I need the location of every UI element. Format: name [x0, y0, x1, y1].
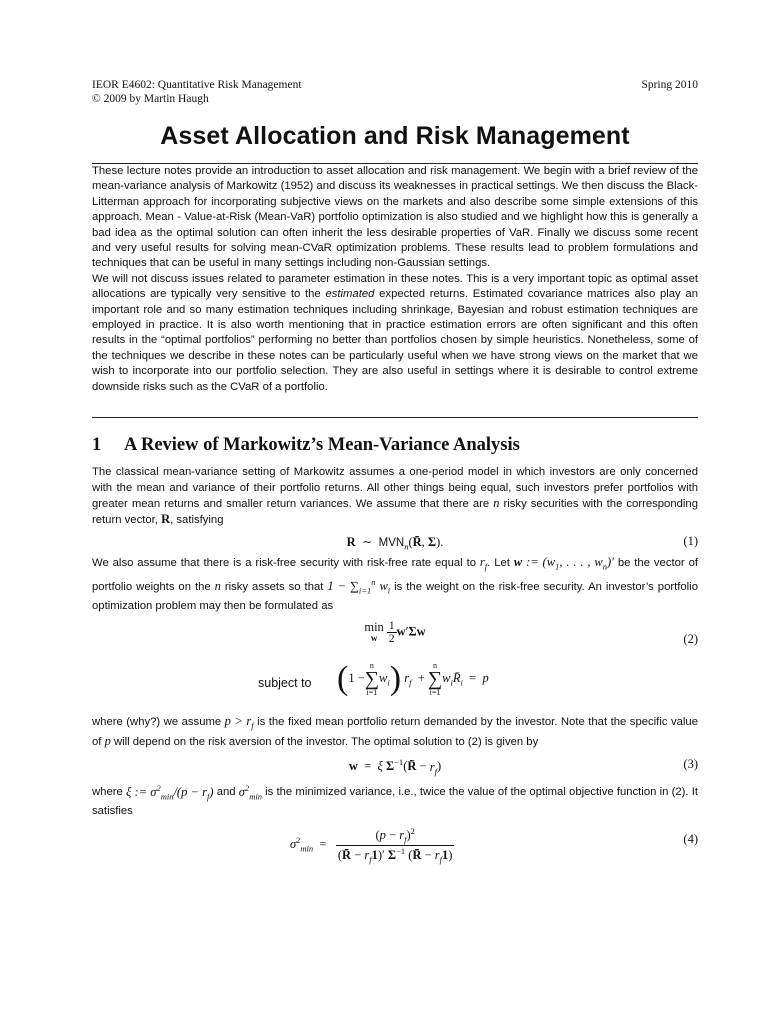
section-title: A Review of Markowitz’s Mean-Variance Analysis [124, 435, 520, 456]
equation-4-number: (4) [683, 831, 698, 846]
abstract-paragraph-1: These lecture notes provide an introduction to asset allocation and risk management. We begin with a brief review of the mean-variance analysis of Markowitz (1952) and discuss its weaknesses in practical settings. We then discuss the Black-Litterman approach for incorporating subjective views on the markets and also describe some simple extensions of this approach. Mean - Value-at-Risk (Mean-VaR) portfolio optimization is also studied and we highlight how this is generally a bad idea as the optimal solution can often inherit the less desirable properties of VaR. Finally we discuss some recent and very useful results for solving mean-CVaR optimization problems. These results lead to problem formulations and techniques that can be useful in many settings including non-Gaussian settings. [92, 165, 698, 270]
term-label: Spring 2010 [641, 79, 698, 91]
section-paragraph-4: where ξ := $\sigma^2_{min}/(p - r_f)$ and $\sigma^2_{min}$ is the minimized variance, i.e., twice the value of the optimal objective function in (2). It satisfies [92, 782, 698, 818]
equation-3-number: (3) [683, 757, 698, 772]
paper-title: Asset Allocation and Risk Management [160, 122, 630, 150]
equation-1-number: (1) [683, 533, 698, 548]
section-paragraph-3: where (why?) we assume $p > r_f$ is the fixed mean portfolio return demanded by the investor. Note that the specific value of p will depend on the risk aversion of the investor. The optimal solution to (2) is given by [92, 714, 698, 748]
course-line: IEOR E4602: Quantitative Risk Management [92, 79, 302, 91]
section-number: 1 [92, 435, 102, 456]
page-header [92, 78, 698, 106]
section-paragraph-1: The classical mean-variance setting of Markowitz assumes a one-period model in which investors are only concerned with the mean and variance of their portfolio returns. All other things being equal, such investors prefer portfolios with greater mean returns and smaller return variances. We assume that there are n risky securities with the corresponding return vector, R, satisfying [92, 466, 698, 527]
equation-2: min w $\frac{1}{2}$ w′Σw (2) [364, 620, 698, 647]
equation-1: R ∼ $MVN_n(R̄$, Σ). (1) [346, 533, 698, 552]
section-heading [92, 435, 698, 456]
equation-2-constraint: subject to (1 −n ∑ $i=1w_i$) $r_f + n$ ∑ $i=1w_iR̄_i = p$ [258, 660, 489, 698]
equation-4: $\sigma^2_{min}$ = $\frac{(p - r_f)^2}{(R̄ - r_f1)' \Sigma^{-1} (R̄ - r_f1)}$ (4) [290, 825, 698, 865]
abstract-paragraph-2: We will not discuss issues related to parameter estimation in these notes. This is a very important topic as optimal asset allocations are typically very sensitive to the estimated expected returns. Estimated covariance matrices also play an important role and so many estimation techniques including shrinkage, Bayesian and robust estimation techniques are employed in practice. It is also worth mentioning that in practice estimation errors are often significant and this often results in the “optimal portfolios” performing no better than portfolios chosen by simple heuristics. Nonetheless, some of the techniques we describe in these notes can be particularly useful when we have strong views on the market that we wish to incorporate into our portfolio selection. They are also useful in settings where it is desirable to control extreme downside risks such as the CVaR of a portfolio. [92, 272, 698, 393]
paper-page [92, 78, 698, 865]
equation-3: w = ξ $\Sigma^{-1}(R̄ - r_f)$ (3) [348, 757, 698, 777]
copyright-line: © 2009 by Martin Haugh [92, 93, 209, 105]
subject-to-label: subject to [258, 676, 312, 691]
section-paragraph-2: We also assume that there is a risk-free security with risk-free rate equal to $r_f$. Let w := ($w_1$, . . . , $w_n)'$ be the vector of portfolio weights on the n risky assets so that $1 - \sum_{i=1}^n$ $w_i$ is the weight on the risk-free security. An investor’s portfolio optimization problem may then be formulated as [92, 554, 698, 612]
equation-2-number: (2) [683, 632, 698, 647]
abstract-rule [92, 417, 698, 418]
